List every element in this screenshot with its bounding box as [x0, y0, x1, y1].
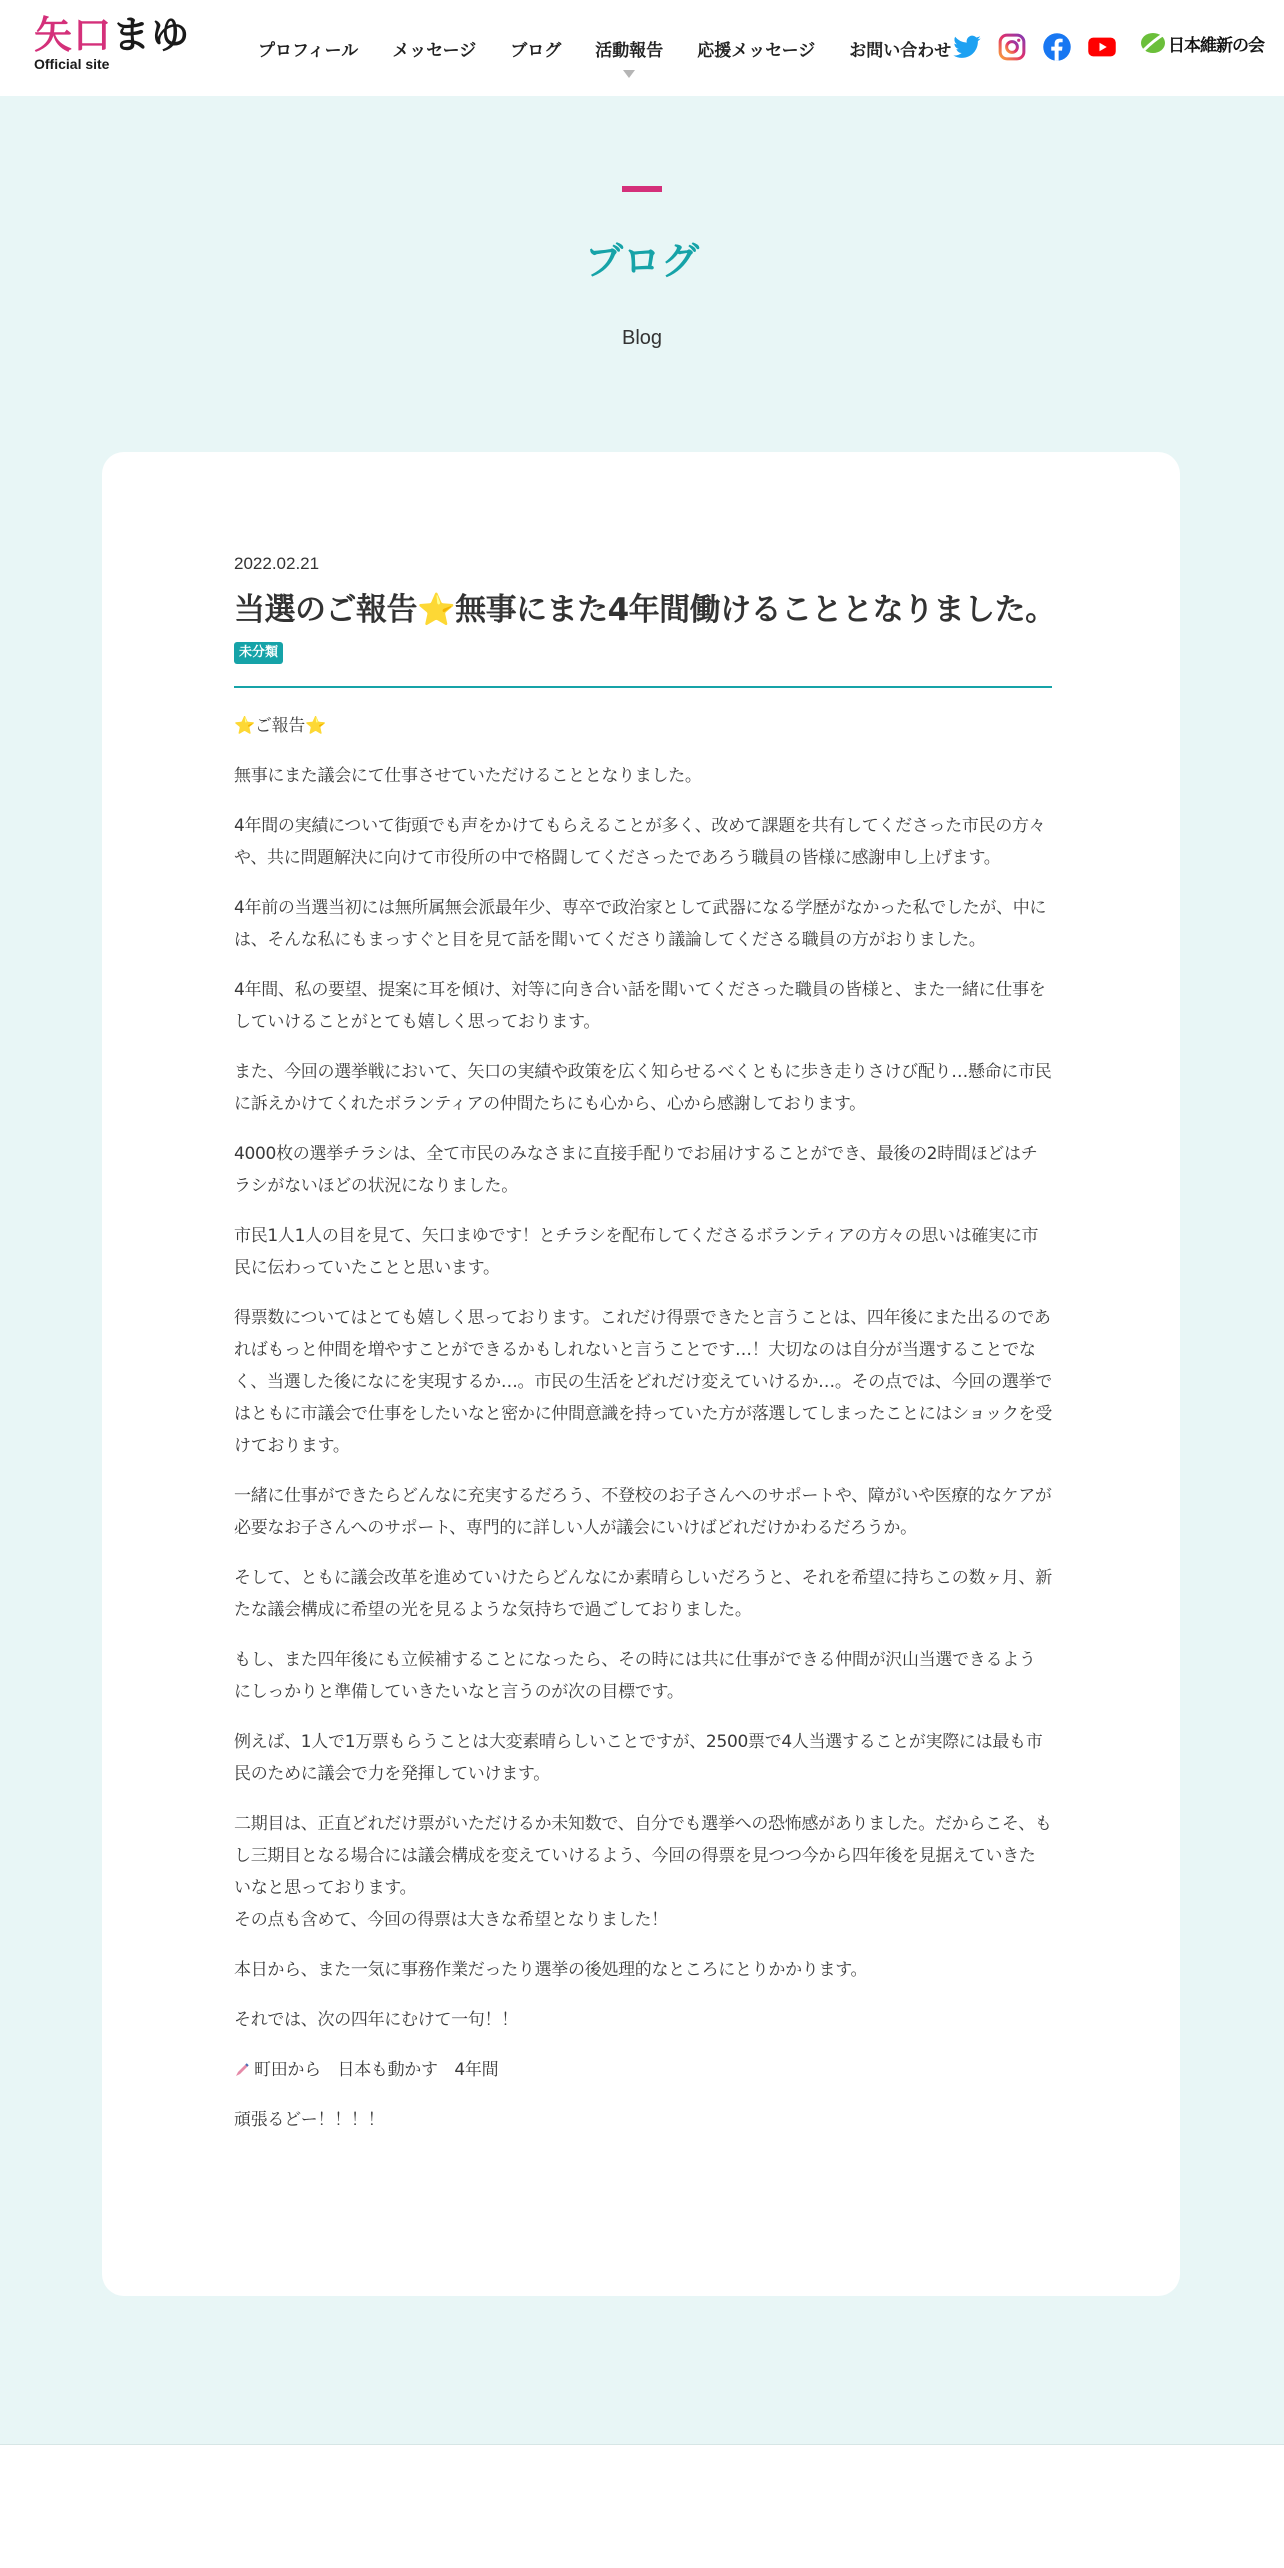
nav-item-contact[interactable]: お問い合わせ: [849, 40, 952, 61]
page-subtitle: Blog: [621, 327, 663, 349]
post-paragraph-haiku: [234, 2054, 1052, 2086]
post-content: [234, 552, 1154, 2136]
nav-item-support[interactable]: 応援メッセージ: [697, 40, 816, 61]
post-title-end: 無事にまた4年間働けることとなりました。: [455, 592, 1056, 628]
post-paragraph: 市民1人1人の目を見て、矢口まゆです！とチラシを配布してくださるボランティアの方々の思いは確実に市民に伝わっていたことと思います。: [234, 1226, 1039, 1278]
post-date: 2022.02.21: [234, 554, 320, 573]
logo-name-pink: 矢口: [34, 13, 113, 57]
post-title: [234, 588, 1154, 632]
post-paragraph: もし、また四年後にも立候補することになったら、その時には共に仕事ができる仲間が沢山当選できるようにしっかりと準備していきたいなと言うのが次の目標です。: [234, 1650, 1036, 1702]
category-badge[interactable]: 未分類: [234, 642, 283, 664]
post-paragraph: それでは、次の四年にむけて一句！！: [234, 2010, 518, 2030]
facebook-icon[interactable]: [1042, 32, 1072, 62]
title-accent-bar: [622, 186, 662, 192]
page-title: ブログ: [584, 239, 699, 283]
main-nav: [258, 0, 985, 96]
haiku-text: 町田から 日本も動かす 4年間: [254, 2060, 499, 2080]
post-paragraph: 4年間、私の要望、提案に耳を傾け、対等に向き合い話を聞いてくださった職員の皆様と、また一緒に仕事をしていけることがとても嬉しく思っております。: [234, 980, 1046, 1032]
social-links: [952, 32, 1132, 62]
post-body: [234, 710, 1052, 2136]
post-paragraph: ⭐ご報告⭐: [234, 716, 326, 736]
instagram-icon[interactable]: [997, 32, 1027, 62]
twitter-icon[interactable]: [952, 32, 982, 62]
chevron-down-icon: [623, 70, 635, 78]
nav-item-profile[interactable]: プロフィール: [258, 40, 359, 61]
post-paragraph: 二期目は、正直どれだけ票がいただけるか未知数で、自分でも選挙への恐怖感がありました。だからこそ、もし三期目となる場合には議会構成を変えていけるよう、今回の得票を見つつ今から四年後を見据えていきたいなと思っております。 その点も含めて、今回の得票は大きな希望となりました！: [234, 1814, 1052, 1930]
post-title-start: 当選のご報告: [234, 592, 417, 628]
star-icon: ⭐: [417, 592, 456, 628]
post-paragraph: また、今回の選挙戦において、矢口の実績や政策を広く知らせるべくともに歩き走りさけび配り…懸命に市民に訴えかけてくれたボランティアの仲間たちにも心から、心から感謝しております。: [234, 1062, 1052, 1114]
party-name: 日本維新の会: [1168, 35, 1264, 56]
post-card: [102, 452, 1180, 2296]
post-paragraph: 例えば、1人で1万票もらうことは大変素晴らしいことですが、2500票で4人当選することが実際には最も市民のために議会で力を発揮していけます。: [234, 1732, 1043, 1784]
logo-name-dark: まゆ: [112, 13, 191, 57]
post-paragraph: 4000枚の選挙チラシは、全て市民のみなさまに直接手配りでお届けすることができ、最後の2時間ほどはチラシがないほどの状況になりました。: [234, 1144, 1038, 1196]
pen-icon: [234, 2062, 250, 2078]
logo-subtitle: Official site: [34, 56, 110, 72]
nav-item-blog[interactable]: ブログ: [510, 40, 562, 61]
party-link[interactable]: [1140, 30, 1264, 56]
post-paragraph: 無事にまた議会にて仕事させていただけることとなりました。: [234, 766, 702, 786]
site-header: [0, 0, 1284, 96]
site-logo[interactable]: [34, 14, 190, 72]
logo-name: [34, 14, 190, 56]
nav-item-activity-label: 活動報告: [595, 40, 664, 61]
party-logo-icon: [1140, 30, 1166, 56]
post-paragraph: 4年前の当選当初には無所属無会派最年少、専卒で政治家として武器になる学歴がなかった私でしたが、中には、そんな私にもまっすぐと目を見て話を聞いてくださり議論してくださる職員の方がおりました。: [234, 898, 1047, 950]
nav-item-message[interactable]: メッセージ: [392, 40, 477, 61]
nav-item-activity[interactable]: [595, 36, 663, 61]
post-paragraph: 得票数についてはとても嬉しく思っております。これだけ得票できたと言うことは、四年後にまた出るのであればもっと仲間を増やすことができるかもしれないと言うことです…！大切なのは自分が当選することでなく、当選した後になにを実現するか…。市民の生活をどれだけ変えていけるか…。その点では、今回の選挙ではともに市議会で仕事をしたいなと密かに仲間意識を持っていた方が落選してしまったことにはショックを受けております。: [234, 1308, 1052, 1456]
post-paragraph: 4年間の実績について街頭でも声をかけてもらえることが多く、改めて課題を共有してくださった市民の方々や、共に問題解決に向けて市役所の中で格闘してくださったであろう職員の皆様に感謝申し上げます。: [234, 816, 1046, 868]
post-paragraph: 頑張るどー！！！！: [234, 2110, 385, 2130]
title-divider: [234, 686, 1052, 688]
post-paragraph: そして、ともに議会改革を進めていけたらどんなにか素晴らしいだろうと、それを希望に持ちこの数ヶ月、新たな議会構成に希望の光を見るような気持ちで過ごしておりました。: [234, 1568, 1052, 1620]
post-paragraph: 一緒に仕事ができたらどんなに充実するだろう、不登校のお子さんへのサポートや、障がいや医療的なケアが必要なお子さんへのサポート、専門的に詳しい人が議会にいけばどれだけかわるだろうか。: [234, 1486, 1052, 1538]
post-paragraph: 本日から、また一気に事務作業だったり選挙の後処理的なところにとりかかります。: [234, 1960, 868, 1980]
youtube-icon[interactable]: [1087, 32, 1117, 62]
